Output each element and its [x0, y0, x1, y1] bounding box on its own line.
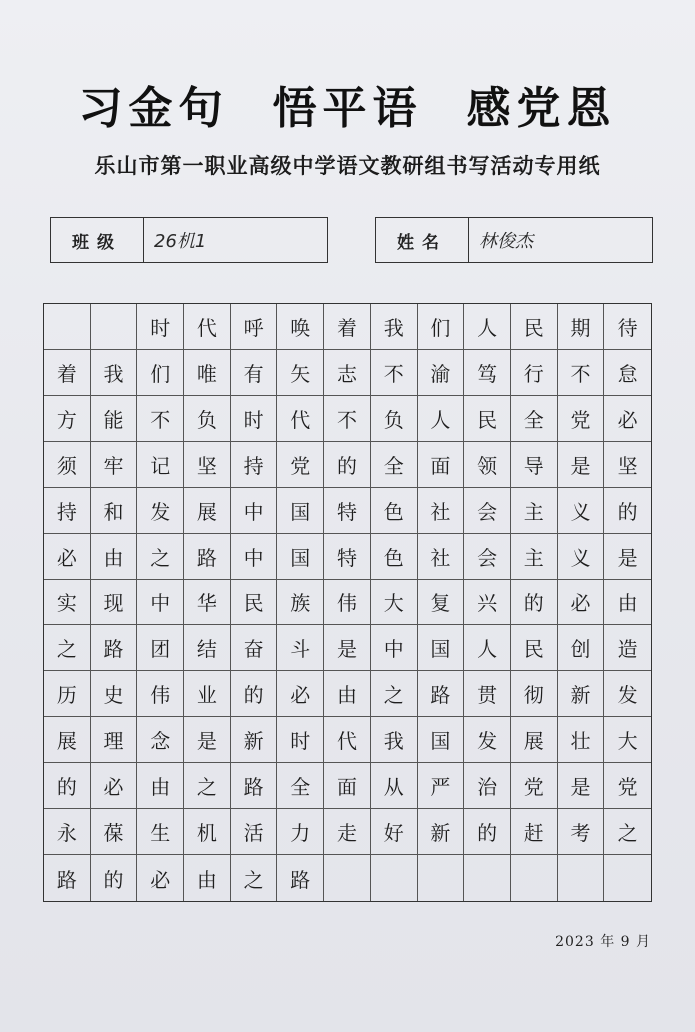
grid-cell: 之 [231, 855, 278, 901]
grid-cell: 行 [511, 350, 558, 396]
grid-cell: 业 [184, 671, 231, 717]
grid-cell: 持 [44, 488, 91, 534]
grid-cell: 中 [371, 625, 418, 671]
grid-cell [44, 304, 91, 350]
grid-cell: 展 [184, 488, 231, 534]
grid-cell: 不 [558, 350, 605, 396]
grid-cell: 的 [324, 442, 371, 488]
grid-cell: 笃 [464, 350, 511, 396]
grid-cell: 斗 [277, 625, 324, 671]
page-subtitle: 乐山市第一职业高级中学语文教研组书写活动专用纸 [94, 154, 601, 178]
grid-cell [91, 304, 138, 350]
grid-cell: 由 [324, 671, 371, 717]
grid-cell: 会 [464, 534, 511, 580]
grid-cell: 路 [231, 763, 278, 809]
grid-cell: 的 [91, 855, 138, 901]
grid-cell: 实 [44, 580, 91, 626]
grid-cell: 着 [44, 350, 91, 396]
grid-cell: 走 [324, 809, 371, 855]
grid-cell: 民 [511, 304, 558, 350]
grid-cell: 主 [511, 534, 558, 580]
grid-cell: 的 [464, 809, 511, 855]
grid-cell: 团 [137, 625, 184, 671]
grid-cell: 党 [277, 442, 324, 488]
grid-cell: 好 [371, 809, 418, 855]
grid-cell: 发 [137, 488, 184, 534]
grid-cell: 民 [511, 625, 558, 671]
grid-cell: 新 [558, 671, 605, 717]
grid-cell: 党 [511, 763, 558, 809]
grid-cell: 导 [511, 442, 558, 488]
grid-cell: 主 [511, 488, 558, 534]
grid-cell [464, 855, 511, 901]
grid-cell: 色 [371, 534, 418, 580]
grid-cell: 理 [91, 717, 138, 763]
grid-cell: 全 [371, 442, 418, 488]
grid-cell: 必 [558, 580, 605, 626]
grid-cell: 展 [511, 717, 558, 763]
grid-cell: 华 [184, 580, 231, 626]
grid-cell: 义 [558, 534, 605, 580]
grid-cell: 坚 [184, 442, 231, 488]
name-label: 姓名 [376, 218, 469, 262]
grid-cell: 必 [91, 763, 138, 809]
name-value: 林俊杰 [479, 231, 533, 252]
grid-cell: 民 [231, 580, 278, 626]
grid-cell: 民 [464, 396, 511, 442]
grid-cell: 中 [231, 488, 278, 534]
grid-cell: 会 [464, 488, 511, 534]
grid-cell: 中 [137, 580, 184, 626]
grid-cell: 路 [184, 534, 231, 580]
grid-cell: 必 [137, 855, 184, 901]
grid-cell: 国 [277, 488, 324, 534]
grid-cell: 方 [44, 396, 91, 442]
grid-cell: 代 [184, 304, 231, 350]
grid-cell: 不 [324, 396, 371, 442]
grid-cell: 时 [231, 396, 278, 442]
grid-cell: 人 [464, 304, 511, 350]
grid-cell: 着 [324, 304, 371, 350]
grid-cell: 时 [137, 304, 184, 350]
grid-cell: 党 [558, 396, 605, 442]
grid-cell: 中 [231, 534, 278, 580]
grid-cell: 彻 [511, 671, 558, 717]
grid-cell: 色 [371, 488, 418, 534]
grid-cell [418, 855, 465, 901]
grid-cell: 路 [44, 855, 91, 901]
grid-cell: 唤 [277, 304, 324, 350]
grid-cell: 机 [184, 809, 231, 855]
grid-cell: 赶 [511, 809, 558, 855]
grid-cell: 义 [558, 488, 605, 534]
grid-cell: 我 [91, 350, 138, 396]
page-title [0, 74, 695, 134]
grid-cell: 人 [418, 396, 465, 442]
grid-cell: 代 [277, 396, 324, 442]
grid-cell: 有 [231, 350, 278, 396]
grid-cell: 面 [324, 763, 371, 809]
grid-cell: 必 [604, 396, 651, 442]
grid-cell: 发 [604, 671, 651, 717]
grid-cell: 之 [137, 534, 184, 580]
grid-cell: 怠 [604, 350, 651, 396]
grid-cell: 由 [137, 763, 184, 809]
grid-cell: 造 [604, 625, 651, 671]
grid-cell: 领 [464, 442, 511, 488]
grid-cell: 面 [418, 442, 465, 488]
grid-cell: 考 [558, 809, 605, 855]
grid-cell [511, 855, 558, 901]
grid-cell: 须 [44, 442, 91, 488]
grid-cell: 之 [184, 763, 231, 809]
grid-cell: 严 [418, 763, 465, 809]
class-label: 班级 [51, 218, 144, 262]
title-part-1: 习金句 [78, 83, 229, 134]
grid-cell: 记 [137, 442, 184, 488]
grid-cell: 能 [91, 396, 138, 442]
grid-cell: 是 [324, 625, 371, 671]
grid-cell: 历 [44, 671, 91, 717]
date-label: 2023 年 9 月 [555, 934, 651, 950]
grid-cell [324, 855, 371, 901]
grid-cell: 代 [324, 717, 371, 763]
grid-cell: 不 [137, 396, 184, 442]
grid-cell: 族 [277, 580, 324, 626]
grid-cell: 是 [184, 717, 231, 763]
grid-cell: 持 [231, 442, 278, 488]
grid-cell: 由 [91, 534, 138, 580]
grid-cell: 奋 [231, 625, 278, 671]
grid-cell: 的 [604, 488, 651, 534]
grid-cell: 大 [604, 717, 651, 763]
grid-cell: 力 [277, 809, 324, 855]
grid-cell: 们 [418, 304, 465, 350]
grid-cell: 坚 [604, 442, 651, 488]
grid-cell: 伟 [137, 671, 184, 717]
grid-cell: 人 [464, 625, 511, 671]
grid-cell: 之 [371, 671, 418, 717]
grid-cell: 活 [231, 809, 278, 855]
grid-cell: 贯 [464, 671, 511, 717]
grid-cell: 是 [604, 534, 651, 580]
grid-cell: 路 [277, 855, 324, 901]
grid-cell: 国 [277, 534, 324, 580]
grid-cell: 新 [231, 717, 278, 763]
grid-cell: 伟 [324, 580, 371, 626]
title-part-3: 感党恩 [466, 83, 617, 134]
grid-cell: 是 [558, 442, 605, 488]
grid-cell: 社 [418, 534, 465, 580]
writing-grid [43, 303, 652, 902]
grid-cell: 的 [511, 580, 558, 626]
grid-cell: 的 [44, 763, 91, 809]
grid-cell: 和 [91, 488, 138, 534]
grid-cell: 大 [371, 580, 418, 626]
grid-cell: 志 [324, 350, 371, 396]
grid-cell: 们 [137, 350, 184, 396]
grid-cell: 特 [324, 488, 371, 534]
grid-cell: 壮 [558, 717, 605, 763]
grid-cell: 之 [604, 809, 651, 855]
grid-cell: 国 [418, 625, 465, 671]
grid-cell: 创 [558, 625, 605, 671]
grid-cell: 必 [277, 671, 324, 717]
grid-cell [558, 855, 605, 901]
grid-cell: 路 [91, 625, 138, 671]
grid-cell: 展 [44, 717, 91, 763]
grid-cell [371, 855, 418, 901]
grid-cell: 治 [464, 763, 511, 809]
grid-cell: 牢 [91, 442, 138, 488]
grid-cell: 永 [44, 809, 91, 855]
grid-cell: 全 [277, 763, 324, 809]
grid-cell: 全 [511, 396, 558, 442]
grid-cell: 期 [558, 304, 605, 350]
grid-cell: 之 [44, 625, 91, 671]
grid-cell: 发 [464, 717, 511, 763]
grid-cell: 特 [324, 534, 371, 580]
grid-cell: 由 [604, 580, 651, 626]
grid-cell: 葆 [91, 809, 138, 855]
grid-cell: 矢 [277, 350, 324, 396]
grid-cell: 新 [418, 809, 465, 855]
grid-cell: 是 [558, 763, 605, 809]
grid-cell: 必 [44, 534, 91, 580]
grid-cell: 呼 [231, 304, 278, 350]
grid-cell: 待 [604, 304, 651, 350]
grid-cell: 念 [137, 717, 184, 763]
grid-cell: 我 [371, 717, 418, 763]
grid-cell: 路 [418, 671, 465, 717]
name-field [375, 217, 653, 263]
grid-cell: 国 [418, 717, 465, 763]
grid-cell: 负 [184, 396, 231, 442]
grid-cell: 的 [231, 671, 278, 717]
grid-cell: 党 [604, 763, 651, 809]
class-value: 26机1 [154, 231, 207, 252]
grid-cell: 现 [91, 580, 138, 626]
grid-cell: 从 [371, 763, 418, 809]
grid-cell: 负 [371, 396, 418, 442]
grid-cell: 兴 [464, 580, 511, 626]
grid-cell: 史 [91, 671, 138, 717]
grid-cell: 不 [371, 350, 418, 396]
grid-cell: 时 [277, 717, 324, 763]
title-part-2: 悟平语 [272, 83, 423, 134]
grid-cell [604, 855, 651, 901]
grid-cell: 唯 [184, 350, 231, 396]
grid-cell: 我 [371, 304, 418, 350]
class-field [50, 217, 328, 263]
grid-cell: 社 [418, 488, 465, 534]
grid-cell: 渝 [418, 350, 465, 396]
grid-cell: 生 [137, 809, 184, 855]
grid-cell: 由 [184, 855, 231, 901]
grid-cell: 结 [184, 625, 231, 671]
grid-cell: 复 [418, 580, 465, 626]
